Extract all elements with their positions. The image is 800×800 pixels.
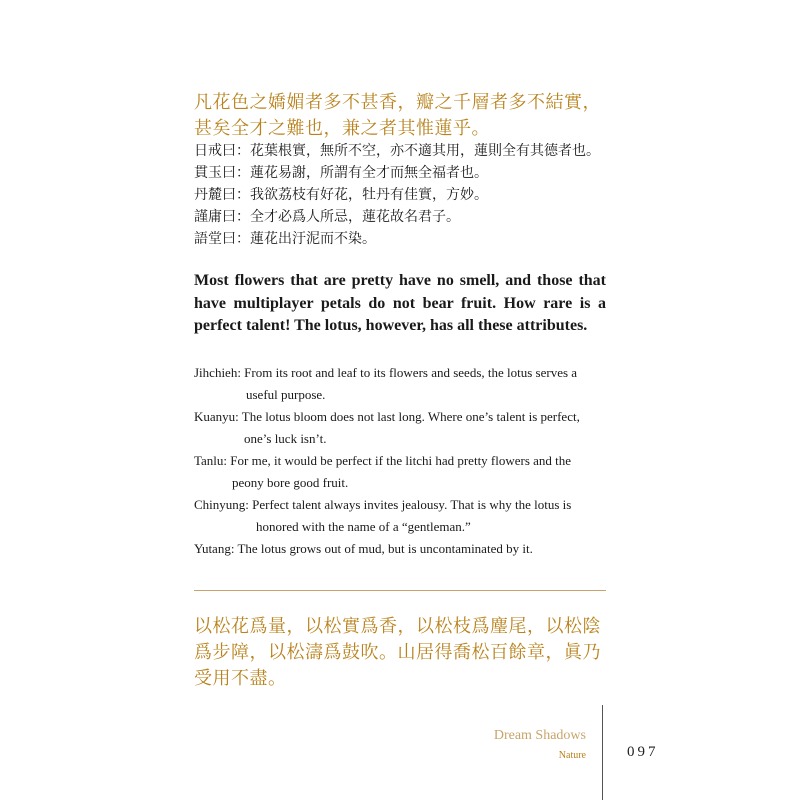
commentary-first-line: Chinyung: Perfect talent always invites jealousy. That is why the lotus is xyxy=(194,497,572,512)
section-divider xyxy=(194,590,606,591)
commentary-line: 日戒曰：花葉根實，無所不空，亦不適其用，蓮則全有其德者也。 xyxy=(194,143,600,159)
chinese-verse-top: 凡花色之嬌媚者多不甚香，瓣之千層者多不結實，甚矣全才之難也，兼之者其惟蓮乎。 xyxy=(194,92,601,139)
commentary-continuation: useful purpose. xyxy=(246,387,326,402)
commentary-first-line: Jihchieh: From its root and leaf to its flowers and seeds, the lotus serves a xyxy=(194,365,578,380)
commentary-item xyxy=(194,450,606,494)
commentary-first-line: Yutang: The lotus grows out of mud, but is uncontaminated by it. xyxy=(194,541,533,556)
commentary-item xyxy=(194,362,606,406)
commentary-continuation: honored with the name of a “gentleman.” xyxy=(256,519,471,534)
commentary-line: 語堂曰：蓮花出汙泥而不染。 xyxy=(194,231,376,247)
commentary-line: 丹麓曰：我欲荔枝有好花，牡丹有佳實，方妙。 xyxy=(194,187,488,203)
commentary-first-line: Tanlu: For me, it would be perfect if the litchi had pretty flowers and the xyxy=(194,453,572,468)
english-verse-heading: Most flowers that are pretty have no smell, and those that have multiplayer petals do not bear fruit. How rare is a perfect talent! The lotus, however, has all these attributes. xyxy=(194,272,606,334)
commentary-continuation: one’s luck isn’t. xyxy=(244,431,327,446)
chinese-verse-bottom: 以松花爲量，以松實爲香，以松枝爲麈尾，以松陰爲步障，以松濤爲鼓吹。山居得喬松百餘章，眞乃受用不盡。 xyxy=(194,616,601,689)
chinese-commentary xyxy=(194,140,614,250)
commentary-line: 謹庸曰：全才必爲人所忌，蓮花故名君子。 xyxy=(194,209,460,225)
running-title: Dream Shadows xyxy=(493,728,586,743)
running-subtitle: Nature xyxy=(558,750,586,761)
commentary-continuation: peony bore good fruit. xyxy=(232,475,349,490)
footer-rule xyxy=(602,705,603,800)
commentary-item xyxy=(194,406,606,450)
commentary-item xyxy=(194,494,606,538)
commentary-item xyxy=(194,538,606,560)
page-number: 097 xyxy=(627,744,659,760)
commentary-line: 貫玉曰：蓮花易謝，所謂有全才而無全福者也。 xyxy=(194,165,488,181)
commentary-first-line: Kuanyu: The lotus bloom does not last long. Where one’s talent is perfect, xyxy=(194,409,580,424)
english-commentary xyxy=(194,362,606,560)
